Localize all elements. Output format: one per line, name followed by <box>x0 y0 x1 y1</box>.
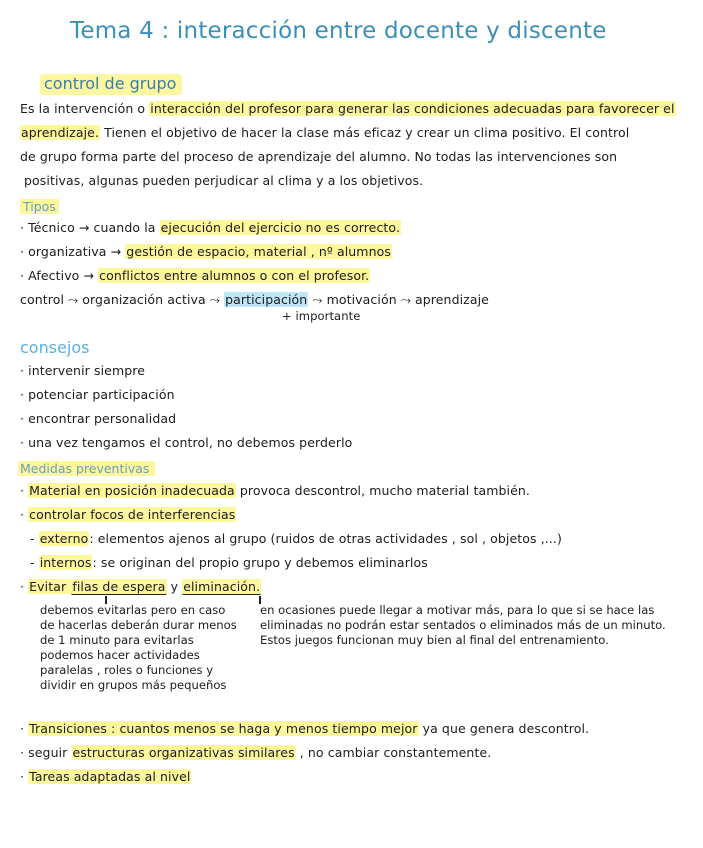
control-para-line-4: positivas, algunas pueden perjudicar al clima y a los objetivos. <box>24 173 424 188</box>
participacion-highlight: participación <box>225 292 308 307</box>
consejos-heading: consejos <box>20 338 90 357</box>
control-heading-text: control de grupo <box>40 74 182 95</box>
control-flow: control ⤳ organización activa ⤳ participación ⤳ motivación ⤳ aprendizaje <box>20 292 489 307</box>
medida-transiciones: · Transiciones : cuantos menos se haga y menos tiempo mejor ya que genera descontrol. <box>20 721 590 736</box>
control-para-line-3: de grupo forma parte del proceso de aprendizaje del alumno. No todas las intervenciones son <box>20 149 618 164</box>
medida-tareas: · Tareas adaptadas al nivel <box>20 769 191 784</box>
control-para-line-1: Es la intervención o interacción del profesor para generar las condiciones adecuadas para favorecer el <box>20 101 675 116</box>
page-title: Tema 4 : interacción entre docente y discente <box>70 18 607 44</box>
control-para-line-2: aprendizaje. Tienen el objetivo de hacer la clase más eficaz y crear un clima positivo. El control <box>21 125 630 140</box>
medida-internos: - internos: se originan del propio grupo y debemos eliminarlos <box>30 555 428 570</box>
medida-material: · Material en posición inadecuada provoca descontrol, mucho material también. <box>20 483 530 498</box>
filas-de-espera: filas de espera <box>72 579 166 594</box>
medidas-heading: Medidas preventivas <box>18 458 155 477</box>
section-control-heading <box>40 74 182 93</box>
note-eliminacion: en ocasiones puede llegar a motivar más, para lo que si se hace las eliminadas no podrán estar sentados o eliminados más de un minuto. Estos juegos funcionan muy bien al final del entrenamiento. <box>260 603 666 647</box>
consejo-item: · una vez tengamos el control, no debemos perderlo <box>20 435 353 450</box>
tipo-organizativa: · organizativa → gestión de espacio, material , nº alumnos <box>20 244 391 259</box>
tipo-afectivo: · Afectivo → conflictos entre alumnos o con el profesor. <box>20 268 370 283</box>
medida-evitar: · Evitar filas de espera y eliminación. <box>20 579 261 594</box>
consejo-item: · intervenir siempre <box>20 363 146 378</box>
consejo-item: · encontrar personalidad <box>20 411 177 426</box>
eliminacion: eliminación. <box>183 579 261 594</box>
consejo-item: · potenciar participación <box>20 387 175 402</box>
note-filas-espera: debemos evitarlas pero en caso de hacerlas deberán durar menos de 1 minuto para evitarlas podemos hacer actividades paralelas , roles o funciones y dividir en grupos más pequeños <box>40 603 237 692</box>
medida-externo: - externo: elementos ajenos al grupo (ruidos de otras actividades , sol , objetos ,...) <box>30 531 562 546</box>
tipo-tecnico: · Técnico → cuando la ejecución del ejercicio no es correcto. <box>20 220 401 235</box>
flow-sub-note: + importante <box>282 309 361 323</box>
medida-estructuras: · seguir estructuras organizativas similares , no cambiar constantemente. <box>20 745 492 760</box>
tipos-heading: Tipos <box>20 196 59 215</box>
medida-focos: · controlar focos de interferencias <box>20 507 236 522</box>
